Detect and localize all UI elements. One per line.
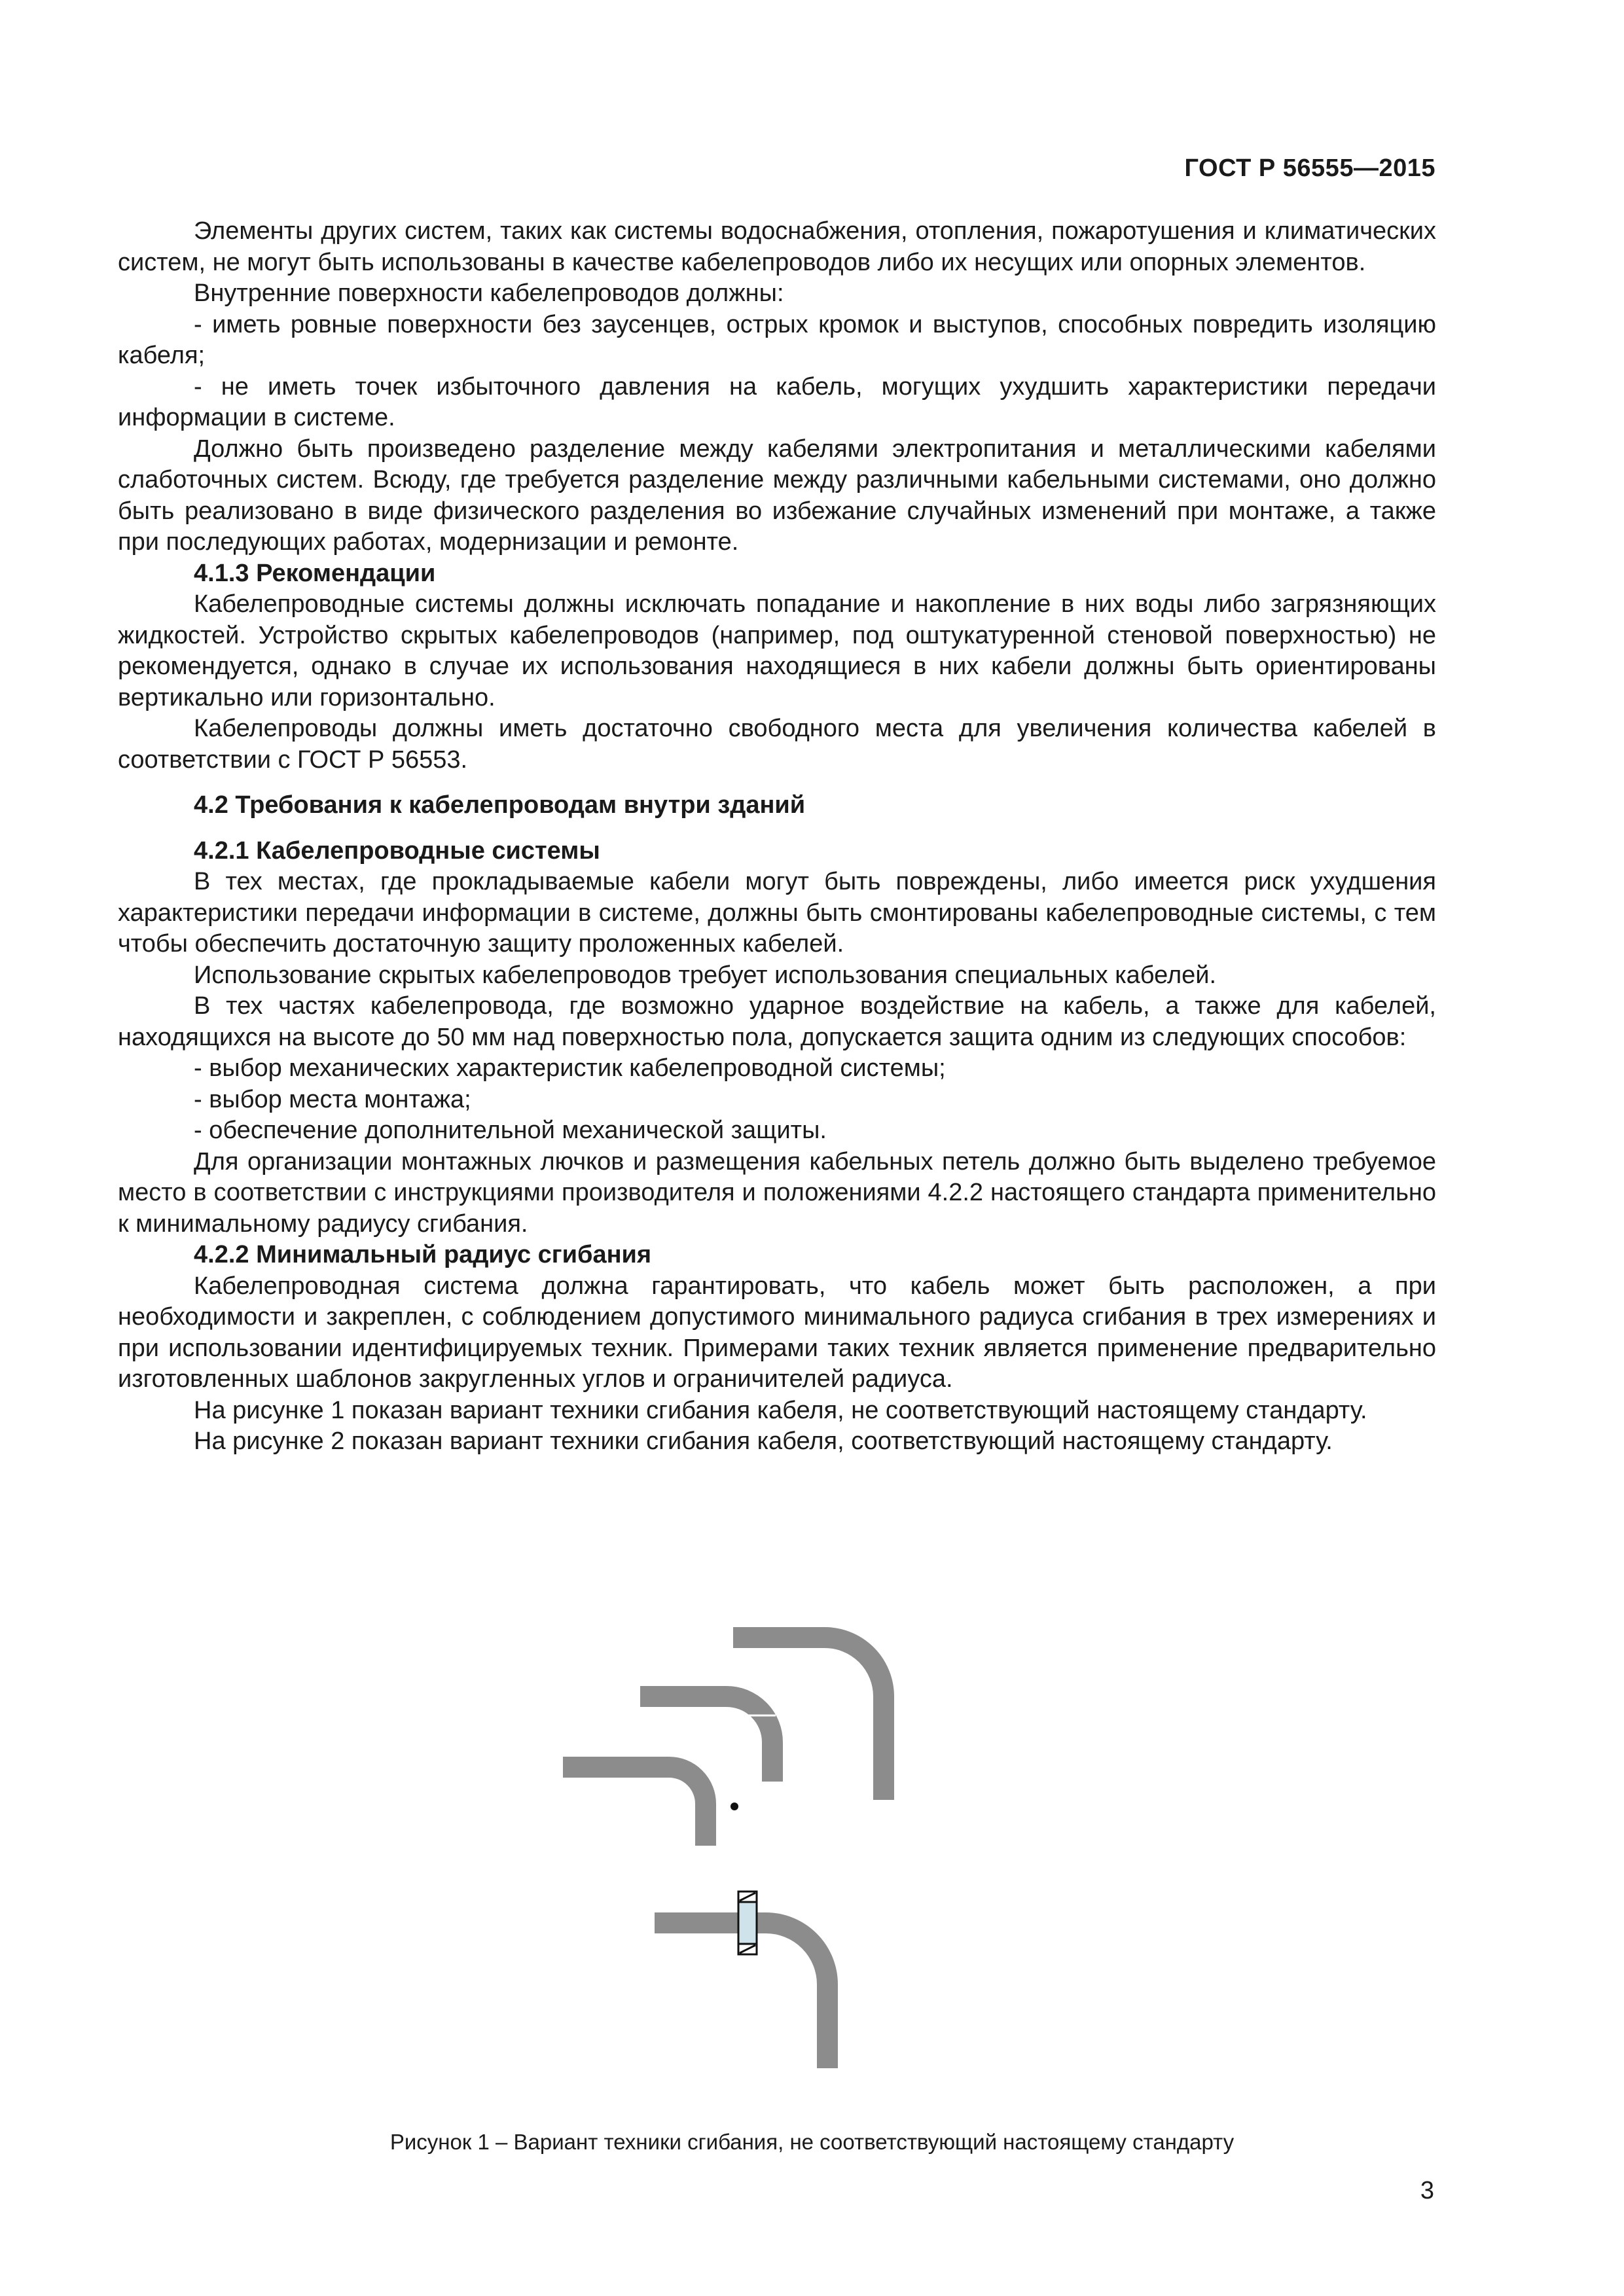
paragraph: Кабелепроводы должны иметь достаточно свободного места для увеличения количества кабелей в соответствии с ГОСТ Р 56553. — [118, 715, 1436, 774]
section-heading-4-2-2: 4.2.2 Минимальный радиус сгибания — [194, 1241, 652, 1268]
paragraph: Использование скрытых кабелепроводов требует использования специальных кабелей. — [194, 961, 1217, 989]
cable-inner-bend — [563, 1767, 706, 1846]
paragraph: Внутренние поверхности кабелепроводов должны: — [194, 279, 784, 307]
paragraph: В тех частях кабелепровода, где возможно ударное воздействие на кабель, а также для кабелей, находящихся на высоте до 50 мм над поверхностью пола, допускается защита одним из следующих способов: — [118, 992, 1436, 1051]
section-heading-4-2-1: 4.2.1 Кабелепроводные системы — [194, 836, 600, 865]
paragraph: Элементы других систем, таких как системы водоснабжения, отопления, пожаротушения и климатических систем, не могут быть использованы в качестве кабелепроводов либо их несущих или опорных элементов. — [118, 217, 1436, 276]
page-number: 3 — [1420, 2177, 1434, 2204]
figure-caption: Рисунок 1 – Вариант техники сгибания, не соответствующий настоящему стандарту — [389, 2130, 1235, 2154]
section-heading-4-2: 4.2 Требования к кабелепроводам внутри зданий — [194, 791, 806, 819]
paragraph: На рисунке 2 показан вариант техники сгибания кабеля, соответствующий настоящему стандарту. — [194, 1427, 1333, 1455]
list-item: - обеспечение дополнительной механической защиты. — [194, 1117, 827, 1144]
list-item: - выбор механических характеристик кабелепроводной системы; — [194, 1054, 946, 1082]
list-item: - не иметь точек избыточного давления на кабель, могущих ухудшить характеристики передачи информации в системе. — [118, 372, 1436, 431]
cable-clamp-icon — [738, 1892, 757, 1954]
document-body — [118, 216, 1436, 1458]
paragraph: В тех местах, где прокладываемые кабели могут быть повреждены, либо имеется риск ухудшения характеристики передачи информации в системе, должны быть смонтированы кабелепроводные системы, с тем чтобы обеспечить достаточную защиту проложенных кабелей. — [118, 868, 1436, 958]
document-standard-number: ГОСТ Р 56555—2015 — [1184, 154, 1435, 182]
list-item: - иметь ровные поверхности без заусенцев, острых кромок и выступов, способных повредить изоляцию кабеля; — [118, 310, 1436, 369]
paragraph: На рисунке 1 показан вариант техники сгибания кабеля, не соответствующий настоящему стандарту. — [194, 1396, 1367, 1424]
paragraph: Должно быть произведено разделение между кабелями электропитания и металлическими кабелями слаботочных систем. Всюду, где требуется разделение между различными кабельными системами, оно должно быть реализовано в виде физического разделения во избежание случайных изменений при монтаже, а также при последующих работах, модернизации и ремонте. — [118, 435, 1436, 556]
paragraph: Кабелепроводная система должна гарантировать, что кабель может быть расположен, а при необходимости и закреплен, с соблюдением допустимого минимального радиуса сгибания в трех измерениях и при использовании идентифицируемых техник. Примерами таких техник является применение предварительно изготовленных шаблонов закругленных углов и ограничителей радиуса. — [118, 1272, 1436, 1393]
section-heading-4-1-3: 4.1.3 Рекомендации — [194, 559, 436, 587]
list-item: - выбор места монтажа; — [194, 1085, 471, 1113]
bend-center-point — [731, 1803, 738, 1810]
paragraph: Кабелепроводные системы должны исключать попадание и накопление в них воды либо загрязняющих жидкостей. Устройство скрытых кабелепроводов (например, под оштукатуренной стеновой поверхностью) не рекомендуется, однако в случае их использования находящиеся в них кабели должны быть ориентированы вертикально или горизонтально. — [118, 590, 1436, 711]
cable-bending-figure — [563, 1610, 1021, 2108]
cable-bend-group — [563, 1638, 884, 2068]
paragraph: Для организации монтажных лючков и размещения кабельных петель должно быть выделено требуемое место в соответствии с инструкциями производителя и положениями 4.2.2 настоящего стандарта применительно к минимальному радиусу сгибания. — [118, 1147, 1436, 1238]
